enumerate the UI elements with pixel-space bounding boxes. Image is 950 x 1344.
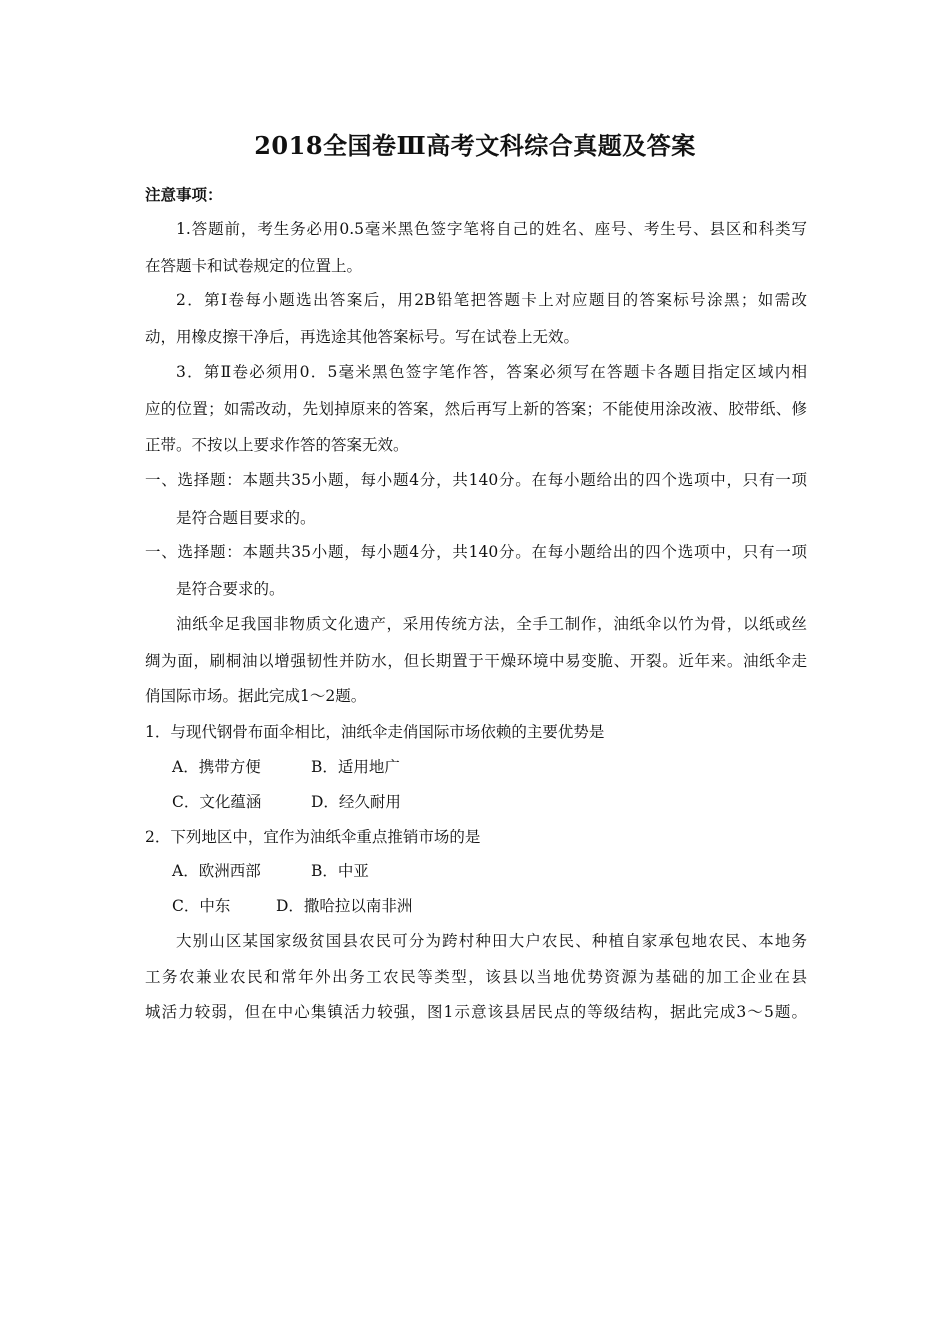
- passage-2-line-3: 城活力较弱，但在中心集镇活力较强，图1示意该县居民点的等级结构，据此完成3～5题。: [145, 1003, 807, 1021]
- notice-item-3-line-3: 正带。不按以上要求作答的答案无效。: [145, 436, 409, 454]
- question-2-option-a: A．欧洲西部: [172, 862, 261, 880]
- question-1-option-a: A．携带方便: [172, 758, 261, 776]
- question-1-option-d: D．经久耐用: [311, 793, 401, 811]
- passage-1-line-2: 绸为面，刷桐油以增强韧性并防水，但长期置于干燥环境中易变脆、开裂。近年来。油纸伞走: [145, 652, 807, 670]
- notice-item-3-line-2: 应的位置；如需改动，先划掉原来的答案，然后再写上新的答案；不能使用涂改液、胶带纸、修: [145, 400, 807, 418]
- notice-item-3-line-1: 3．第Ⅱ卷必须用0．5毫米黑色签字笔作答，答案必须写在答题卡各题目指定区域内相: [176, 363, 807, 381]
- passage-1-line-3: 俏国际市场。据此完成1～2题。: [145, 687, 367, 705]
- passage-1-line-1: 油纸伞足我国非物质文化遗产，采用传统方法，全手工制作，油纸伞以竹为骨，以纸或丝: [176, 615, 807, 633]
- question-2-option-c: C．中东: [172, 897, 231, 915]
- question-2-option-d: D．撒哈拉以南非洲: [276, 897, 413, 915]
- section-1-line-1: 一、选择题：本题共35小题，每小题4分，共140分。在每小题给出的四个选项中，只有一项: [145, 471, 807, 489]
- question-2-option-b: B．中亚: [311, 862, 369, 880]
- section-2-line-2: 是符合要求的。: [176, 580, 285, 598]
- notice-item-2-line-2: 动，用橡皮擦干净后，再选途其他答案标号。写在试卷上无效。: [145, 328, 580, 346]
- question-1-option-b: B．适用地广: [311, 758, 400, 776]
- question-1-option-c: C．文化蕴涵: [172, 793, 262, 811]
- page-title: 2018全国卷Ⅲ高考文科综合真题及答案: [254, 131, 696, 160]
- passage-2-line-2: 工务农兼业农民和常年外出务工农民等类型，该县以当地优势资源为基础的加工企业在县: [145, 968, 807, 986]
- section-2-line-1: 一、选择题：本题共35小题，每小题4分，共140分。在每小题给出的四个选项中，只有一项: [145, 543, 807, 561]
- question-1-stem: 1．与现代钢骨布面伞相比，油纸伞走俏国际市场依赖的主要优势是: [145, 723, 605, 741]
- notice-item-2-line-1: 2．第Ⅰ卷每小题选出答案后，用2B铅笔把答题卡上对应题目的答案标号涂黑；如需改: [176, 291, 807, 309]
- question-2-stem: 2．下列地区中，宜作为油纸伞重点推销市场的是: [145, 828, 481, 846]
- section-1-line-2: 是符合题目要求的。: [176, 509, 316, 527]
- notice-heading: 注意事项：: [145, 185, 223, 204]
- passage-2-line-1: 大别山区某国家级贫国县农民可分为跨村种田大户农民、种植自家承包地农民、本地务: [176, 932, 807, 950]
- notice-item-1-line-1: 1.答题前，考生务必用0.5毫米黑色签字笔将自己的姓名、座号、考生号、县区和科类写: [176, 220, 807, 238]
- notice-item-1-line-2: 在答题卡和试卷规定的位置上。: [145, 257, 363, 275]
